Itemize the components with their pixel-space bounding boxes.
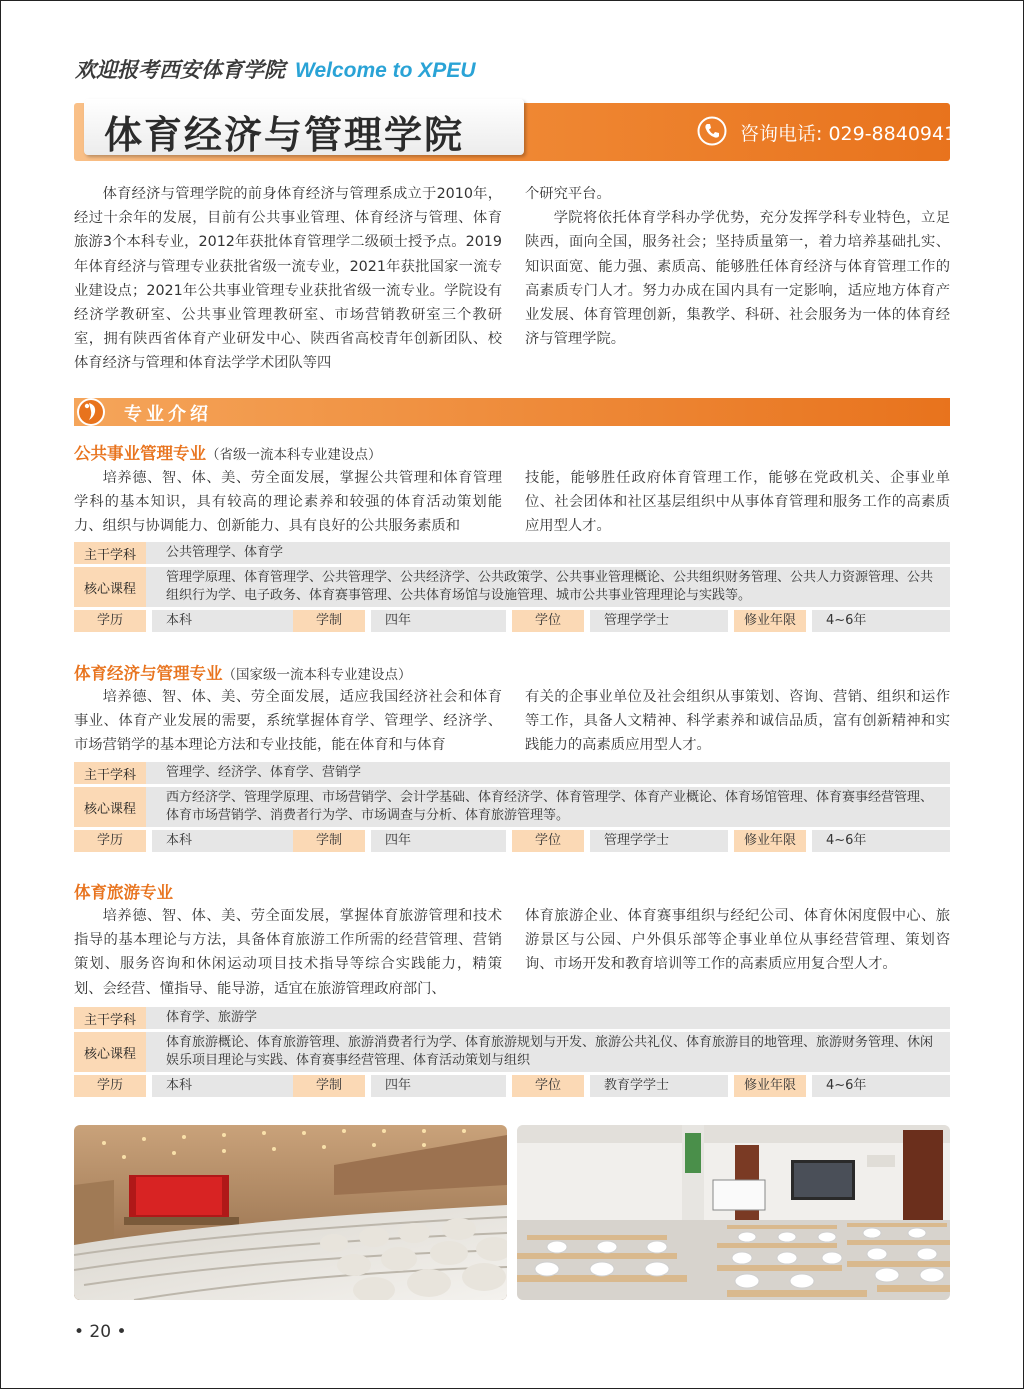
degree-value: 管理学学士 xyxy=(590,610,728,632)
major-desc-right xyxy=(525,904,950,977)
duration-label: 学制 xyxy=(293,610,365,632)
major-desc-text: 培养德、智、体、美、劳全面发展，掌握公共管理和体育管理学科的基本知识，具有较高的理论素养和较强的体育活动策划能力、组织与协调能力、创新能力、具有良好的公共服务素质和 xyxy=(74,470,502,535)
contact-phone: 咨询电话: 029-88409418 xyxy=(740,123,969,145)
page-title: 体育经济与管理学院 xyxy=(104,113,465,157)
degree-level-label: 学历 xyxy=(74,830,146,852)
degree-level-label: 学历 xyxy=(74,610,146,632)
auditorium-photo xyxy=(74,1125,507,1300)
courses-value: 西方经济学、管理学原理、市场营销学、会计学基础、体育经济学、体育管理学、体育产业概论、体育场馆管理、体育赛事经营管理、体育市场营销学、消费者行为学、市场调查与分析、体育旅游管理等。 xyxy=(166,790,934,823)
degree-level-label: 学历 xyxy=(74,1075,146,1097)
discipline-row xyxy=(74,542,950,564)
major-title-public-admin xyxy=(74,440,382,464)
major-title-sports-economics xyxy=(74,660,412,684)
major-note: （省级一流本科专业建设点） xyxy=(206,447,382,463)
years-value: 4~6年 xyxy=(812,1075,950,1097)
major-desc-right xyxy=(525,466,950,539)
courses-label: 核心课程 xyxy=(74,787,146,827)
courses-value: 体育旅游概论、体育旅游管理、旅游消费者行为学、体育旅游规划与开发、旅游公共礼仪、体育旅游目的地管理、旅游财务管理、休闲娱乐项目理论与实践、体育赛事经营管理、体育活动策划与组织 xyxy=(166,1035,934,1068)
section-title: 专业介绍 xyxy=(124,404,212,425)
welcome-en: Welcome to XPEU xyxy=(295,59,476,82)
degree-level-value: 本科 xyxy=(152,610,360,632)
major-title-sports-tourism xyxy=(74,879,173,903)
intro-paragraph-1-cont: 个研究平台。 xyxy=(525,186,611,202)
duration-label: 学制 xyxy=(293,830,365,852)
duration-value: 四年 xyxy=(371,1075,506,1097)
major-desc-text: 培养德、智、体、美、劳全面发展，适应我国经济社会和体育事业、体育产业发展的需要，系统掌握体育学、管理学、经济学、市场营销学的基本理论方法和专业技能，能在体育和与体育 xyxy=(74,689,502,754)
discipline-label: 主干学科 xyxy=(74,1007,146,1029)
discipline-row xyxy=(74,762,950,784)
degree-label: 学位 xyxy=(512,1075,584,1097)
major-desc-text: 技能，能够胜任政府体育管理工作，能够在党政机关、企事业单位、社会团体和社区基层组织中从事体育管理和服务工作的高素质应用型人才。 xyxy=(525,470,950,535)
courses-row xyxy=(74,1032,950,1072)
major-info-table xyxy=(74,762,950,855)
major-desc-left xyxy=(74,904,502,1001)
degree-level-value: 本科 xyxy=(152,830,360,852)
welcome-cn: 欢迎报考西安体育学院 xyxy=(75,58,285,82)
degree-level-value: 本科 xyxy=(152,1075,360,1097)
courses-label: 核心课程 xyxy=(74,1032,146,1072)
section-emblem-icon xyxy=(76,397,106,427)
major-info-table xyxy=(74,1007,950,1100)
intro-paragraph-2: 学院将依托体育学科办学优势，充分发挥学科专业特色，立足陕西，面向全国，服务社会；坚持质量第一，着力培养基础扎实、知识面宽、能力强、素质高、能够胜任体育经济与体育管理工作的高素质专门人才。努力办成在国内具有一定影响，适应地方体育产业发展、体育管理创新，集教学、科研、社会服务为一体的体育经济与管理学院。 xyxy=(525,210,950,348)
major-desc-text: 培养德、智、体、美、劳全面发展，掌握体育旅游管理和技术指导的基本理论与方法，具备体育旅游工作所需的经营管理、营销策划、服务咨询和休闲运动项目技术指导等综合实践能力，精策划、会经营、懂指导、能导游，适宜在旅游管理政府部门、 xyxy=(74,908,502,997)
intro-left-column xyxy=(74,182,502,376)
intro-right-column xyxy=(525,182,950,351)
courses-value: 管理学原理、体育管理学、公共管理学、公共经济学、公共政策学、公共事业管理概论、公共组织财务管理、公共人力资源管理、公共组织行为学、电子政务、体育赛事管理、公共体育场馆与设施管理、城市公共事业管理理论与实践等。 xyxy=(166,570,934,603)
duration-label: 学制 xyxy=(293,1075,365,1097)
years-label: 修业年限 xyxy=(734,610,806,632)
major-info-table xyxy=(74,542,950,635)
discipline-value: 体育学、旅游学 xyxy=(166,1010,258,1025)
degree-row xyxy=(74,610,950,632)
major-desc-text: 体育旅游企业、体育赛事组织与经纪公司、体育休闲度假中心、旅游景区与公园、户外俱乐部等企事业单位从事经营管理、策划咨询、市场开发和教育培训等工作的高素质应用复合型人才。 xyxy=(525,908,950,973)
major-name: 公共事业管理专业 xyxy=(74,444,206,463)
years-value: 4~6年 xyxy=(812,610,950,632)
major-note: （国家级一流本科专业建设点） xyxy=(222,667,412,683)
major-name: 体育经济与管理专业 xyxy=(74,664,223,683)
discipline-value: 公共管理学、体育学 xyxy=(166,545,284,560)
degree-row xyxy=(74,1075,950,1097)
years-value: 4~6年 xyxy=(812,830,950,852)
page-number: • 20 • xyxy=(74,1322,127,1342)
classroom-photo xyxy=(517,1125,950,1300)
major-desc-left xyxy=(74,685,502,758)
major-desc-left xyxy=(74,466,502,539)
years-label: 修业年限 xyxy=(734,1075,806,1097)
discipline-label: 主干学科 xyxy=(74,762,146,784)
degree-label: 学位 xyxy=(512,610,584,632)
courses-label: 核心课程 xyxy=(74,567,146,607)
phone-icon xyxy=(697,116,727,146)
years-label: 修业年限 xyxy=(734,830,806,852)
intro-paragraph-1: 体育经济与管理学院的前身体育经济与管理系成立于2010年，经过十余年的发展，目前有公共事业管理、体育经济与管理、体育旅游3个本科专业，2012年获批体育管理学二级硕士授予点。2019年体育经济与管理专业获批省级一流专业，2021年获批国家一流专业建设点；2021年公共事业管理专业获批省级一流专业。学院设有经济学教研室、公共事业管理教研室、市场营销教研室三个教研室，拥有陕西省体育产业研发中心、陕西省高校青年创新团队、校体育经济与管理和体育法学学术团队等四 xyxy=(74,186,502,372)
major-name: 体育旅游专业 xyxy=(74,883,173,902)
duration-value: 四年 xyxy=(371,830,506,852)
welcome-banner xyxy=(75,54,476,84)
major-desc-right xyxy=(525,685,950,758)
courses-row xyxy=(74,787,950,827)
discipline-row xyxy=(74,1007,950,1029)
courses-row xyxy=(74,567,950,607)
duration-value: 四年 xyxy=(371,610,506,632)
degree-label: 学位 xyxy=(512,830,584,852)
major-desc-text: 有关的企事业单位及社会组织从事策划、咨询、营销、组织和运作等工作，具备人文精神、科学素养和诚信品质，富有创新精神和实践能力的高素质应用型人才。 xyxy=(525,689,950,754)
degree-value: 教育学学士 xyxy=(590,1075,728,1097)
discipline-label: 主干学科 xyxy=(74,542,146,564)
discipline-value: 管理学、经济学、体育学、营销学 xyxy=(166,765,362,780)
degree-value: 管理学学士 xyxy=(590,830,728,852)
degree-row xyxy=(74,830,950,852)
